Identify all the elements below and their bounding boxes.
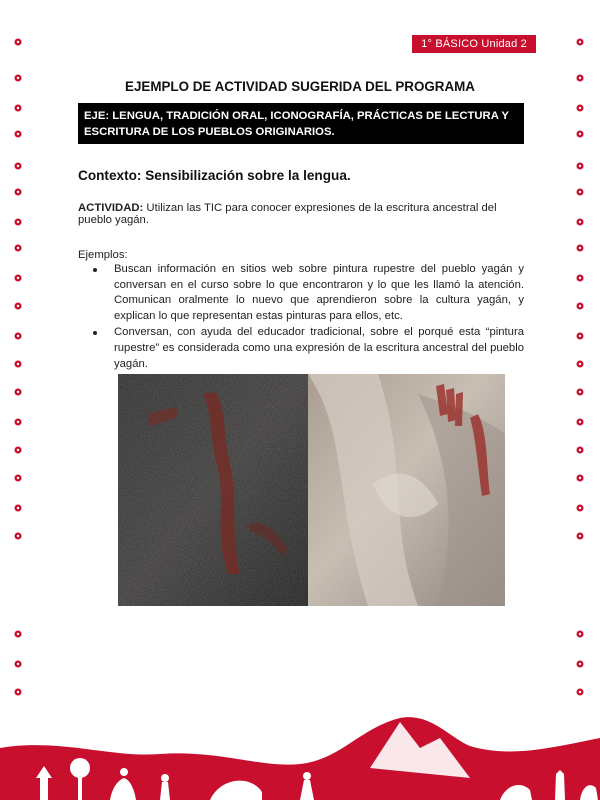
- left-decorative-border: [10, 30, 26, 730]
- list-item-text: Buscan información en sitios web sobre pintura rupestre del pueblo yagán y conversan en el curso sobre lo que encontraron y lo que les llamó la atención. Comunican oralmente lo nuevo que aprendieron sobre la cultura yagán, y explican lo que representan estas pinturas para ellos, etc.: [114, 263, 524, 322]
- activity-text: Utilizan las TIC para conocer expresiones de la escritura ancestral del pueblo yagán.: [78, 202, 497, 226]
- bullet-icon: [93, 331, 97, 335]
- bullet-icon: [93, 268, 97, 272]
- rock-art-photo: [118, 374, 505, 606]
- list-item-text: Conversan, con ayuda del educador tradicional, sobre el porqué esta “pintura rupestre” es considerada como una expresión de la escritura ancestral del pueblo yagán.: [114, 326, 524, 370]
- grade-unit-badge: 1° BÁSICO Unidad 2: [412, 35, 536, 53]
- context-heading: Contexto: Sensibilización sobre la lengua.: [78, 168, 351, 183]
- list-item: [78, 325, 524, 372]
- footer-illustration: [0, 708, 600, 800]
- list-item: [78, 262, 524, 324]
- page-title: EJEMPLO DE ACTIVIDAD SUGERIDA DEL PROGRAMA: [125, 79, 475, 94]
- activity-label: ACTIVIDAD:: [78, 202, 144, 214]
- examples-list: [78, 262, 524, 373]
- eje-banner: EJE: LENGUA, TRADICIÓN ORAL, ICONOGRAFÍA, PRÁCTICAS DE LECTURA Y ESCRITURA DE LOS PUEBLOS ORIGINARIOS.: [78, 103, 524, 144]
- activity-paragraph: [78, 202, 528, 226]
- right-decorative-border: [572, 30, 588, 730]
- examples-label: Ejemplos:: [78, 249, 128, 261]
